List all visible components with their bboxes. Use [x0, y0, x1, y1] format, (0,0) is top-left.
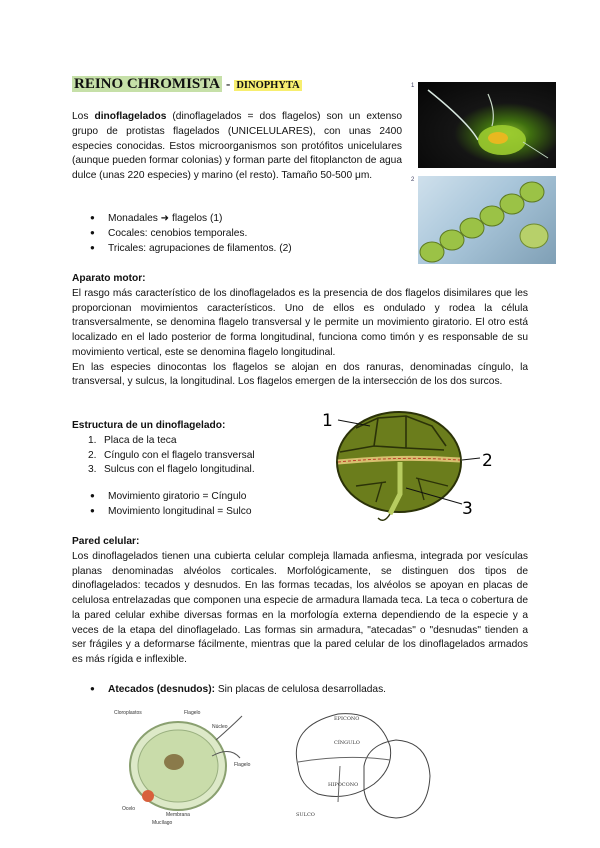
- fig1-label-flagelo-1: Flagelo: [184, 710, 201, 716]
- dinoflagellate-diagram: [316, 406, 506, 530]
- list-item: 2. Cíngulo con el flagelo transversal: [88, 449, 255, 461]
- fig1-label-membrana: Membrana: [166, 812, 190, 818]
- fig1-label-cloroplastos: Cloroplastos: [114, 710, 142, 716]
- wall-section: [72, 535, 528, 668]
- structure-heading: Estructura de un dinoflagelado:: [72, 420, 226, 431]
- wall-heading: Pared celular:: [72, 536, 140, 547]
- list-item: ● Monadales ➜ flagelos (1): [90, 212, 390, 227]
- list-item: ● Movimiento giratorio = Cíngulo: [90, 490, 312, 505]
- diagram-label-3: 3: [462, 499, 473, 519]
- fig2-label-sulco: SULCO: [296, 812, 315, 818]
- fig1-label-mucilago: Mucílago: [152, 820, 173, 826]
- fig1-label-nucleo: Núcleo: [212, 724, 228, 730]
- wall-paragraph: Los dinoflagelados tienen una cubierta celular compleja llamada anfiesma, integrada por vesículas planas denominadas alvéolos corticales. Morfológicamente, se distinguen dos tipos de dinoflagelados: tecados y desnudos. En las formas tecadas, los alvéolos se apoyan en placas de celulosa entrelazadas que componen una especie de armadura llamada teca. La teca o cobertura de la pared celular exhibe diversas formas en la morfología externa dependiendo de la especie y a veces de la etapa del dinoflagelado. Las formas sin armadura, "atecadas" o "desnudas" tienden a ser frágiles y a deformarse fácilmente, mientras que la pared celular de los dinoflagelados armados es más rígida e inflexible.: [72, 550, 528, 666]
- fig1-label-ocelo: Ocelo: [122, 806, 136, 812]
- photo2-label: 2: [411, 177, 415, 183]
- title-dash: -: [226, 76, 231, 91]
- motor-heading: Aparato motor:: [72, 273, 146, 284]
- diagram-label-1: 1: [322, 411, 333, 431]
- fig2-label-epicono: EPICONO: [334, 716, 360, 722]
- list-item: ● Movimiento longitudinal = Sulco: [90, 505, 312, 520]
- list-item: ● Tricales: agrupaciones de filamentos. (2): [90, 242, 390, 257]
- list-item: 3. Sulcus con el flagelo longitudinal.: [88, 464, 255, 476]
- dinoflagellate-photo: [418, 82, 556, 168]
- types-list: [90, 212, 390, 256]
- diagram-label-2: 2: [482, 451, 493, 471]
- atecados-list: [90, 683, 510, 698]
- motor-section: [72, 272, 528, 390]
- intro-paragraph: Los dinoflagelados (dinoflagelados = dos flagelos) son un extenso grupo de protistas flagelados (UNICELULARES), con unas 2400 especies conocidas. Estos microorganismos son protófitos unicelulares (aunque pueden formar colonias) y forman parte del fitoplancton de agua dulce (unas 220 especies) y marino (el resto). Tamaño 50-500 μm.: [72, 111, 402, 182]
- list-item: ● Atecados (desnudos): Sin placas de celulosa desarrolladas.: [90, 683, 510, 698]
- naked-dinoflagellate-figure: [112, 706, 254, 826]
- fig2-label-cingulo: CÍNGULO: [334, 740, 360, 746]
- fig2-label-hipocono: HIPOCONO: [328, 782, 359, 788]
- structure-section: [72, 419, 312, 520]
- page-title: [72, 74, 302, 96]
- fig1-label-flagelo-2: Flagelo: [234, 762, 251, 768]
- list-item: 1. Placa de la teca: [88, 434, 177, 446]
- title-main: REINO CHROMISTA: [74, 76, 220, 92]
- photo1-label: 1: [411, 83, 415, 89]
- thecate-outline-figure: [278, 706, 440, 830]
- motor-paragraph-1: El rasgo más característico de los dinoflagelados es la presencia de dos flagelos disimilares que les proporcionan movimientos característicos. Uno de ellos es ondulado y rodea la célula transversalmente, se denomina flagelo transversal y le permite un movimiento giratorio. El otro está localizado en el lado posterior de forma longitudinal, funciona como timón y es responsable de su movimiento vertical, este se denomina flagelo longitudinal.: [72, 287, 528, 358]
- title-sub: DINOPHYTA: [236, 80, 300, 91]
- motor-paragraph-2: En las especies dinocontas los flagelos se alojan en dos ranuras, denominadas cíngulo, la transversal, y sulcus, la longitudinal. Los flagelos emergen de la intersección de los dos surcos.: [72, 361, 528, 388]
- list-item: ● Cocales: cenobios temporales.: [90, 227, 390, 242]
- dinoflagellate-chain-photo: [418, 176, 556, 264]
